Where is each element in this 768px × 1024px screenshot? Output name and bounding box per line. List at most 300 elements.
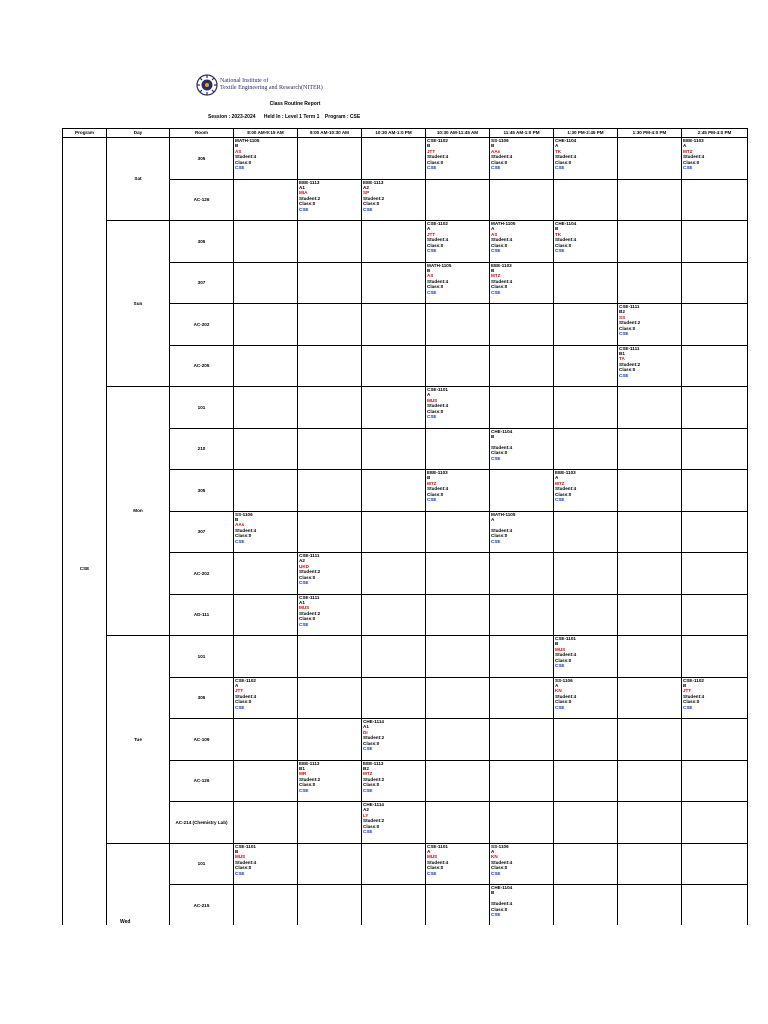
slot-cell <box>362 594 426 636</box>
slot-cell <box>298 387 362 429</box>
slot-cell <box>298 179 362 221</box>
slot-cell <box>426 470 490 512</box>
section-label: A <box>555 682 559 688</box>
slot-cell <box>234 636 298 678</box>
column-header: 10:30 AM-1:0 PM <box>362 129 426 138</box>
slot-cell <box>298 428 362 470</box>
slot-cell <box>234 511 298 553</box>
slot-cell <box>362 802 426 844</box>
teacher-initials: DI <box>363 729 368 735</box>
room-cell: 305 <box>170 677 234 719</box>
class-count: Class:0 <box>619 325 636 331</box>
slot-cell <box>490 262 554 304</box>
day-cell <box>107 843 170 926</box>
class-count: Class:0 <box>235 533 252 539</box>
student-count: Student:4 <box>491 859 513 865</box>
course-code: EEE-1113 <box>299 179 320 185</box>
class-count: Class:0 <box>491 242 508 248</box>
teacher-initials: JTT <box>235 688 244 694</box>
class-count: Class:0 <box>427 242 444 248</box>
teacher-initials: MR <box>299 771 307 777</box>
slot-cell <box>682 594 748 636</box>
class-entry <box>554 678 617 711</box>
slot-cell <box>554 594 618 636</box>
slot-cell <box>682 470 748 512</box>
room-cell: 305 <box>170 138 234 180</box>
class-entry <box>618 346 681 379</box>
session-line <box>208 114 360 120</box>
table-header-row <box>63 129 748 138</box>
student-count: Student:2 <box>363 818 385 824</box>
slot-cell <box>682 345 748 387</box>
class-count: Class:0 <box>491 284 508 290</box>
slot-cell <box>554 719 618 761</box>
slot-cell <box>618 511 682 553</box>
class-entry <box>426 221 489 254</box>
session-text: Session : 2023-2024 <box>208 114 256 120</box>
program-tag: CSE <box>491 912 501 918</box>
column-header: 2:45 PM-4:0 PM <box>682 129 748 138</box>
class-count: Class:0 <box>555 159 572 165</box>
section-label: A <box>427 848 431 854</box>
course-code: MATH-1105 <box>235 138 260 143</box>
slot-cell <box>426 677 490 719</box>
section-label: B <box>427 267 431 273</box>
slot-cell <box>426 138 490 180</box>
course-code: MATH-1105 <box>491 221 516 226</box>
section-label: A1 <box>299 599 305 605</box>
room-cell: AC-215 <box>170 885 234 927</box>
slot-cell <box>298 802 362 844</box>
program-tag: CSE <box>555 248 565 254</box>
course-code: CSE-1111 <box>619 304 640 309</box>
student-count: Student:2 <box>299 195 321 201</box>
student-count: Student:4 <box>555 693 577 699</box>
section-label: A <box>683 143 687 149</box>
class-entry <box>298 180 361 213</box>
section-label: B <box>555 226 559 232</box>
table-row <box>63 138 748 180</box>
course-code: EEE-1113 <box>299 760 320 766</box>
program-tag: CSE <box>427 497 437 503</box>
slot-cell <box>554 387 618 429</box>
program-tag: CSE <box>235 704 245 710</box>
section-label: A2 <box>299 558 305 564</box>
course-code: SS-1106 <box>491 843 509 849</box>
class-entry <box>362 719 425 752</box>
class-count: Class:0 <box>427 865 444 871</box>
class-count: Class:0 <box>427 284 444 290</box>
slot-cell <box>554 636 618 678</box>
teacher-initials: LY <box>363 812 369 818</box>
slot-cell <box>682 885 748 927</box>
course-code: CSE-1102 <box>683 677 704 683</box>
class-count: Class:0 <box>491 906 508 912</box>
slot-cell <box>298 885 362 927</box>
student-count: Student:4 <box>555 652 577 658</box>
column-header: 8:00 AM-10:30 AM <box>298 129 362 138</box>
slot-cell <box>426 885 490 927</box>
program-tag: CSE <box>555 663 565 669</box>
section-label: A <box>491 226 495 232</box>
slot-cell <box>298 511 362 553</box>
teacher-initials: AS <box>427 273 434 279</box>
room-cell: AC-109 <box>170 719 234 761</box>
teacher-initials: AAs <box>491 148 501 154</box>
slot-cell <box>490 304 554 346</box>
student-count: Student:4 <box>235 154 257 160</box>
column-header: Day <box>107 129 170 138</box>
section-label: B <box>235 143 239 149</box>
teacher-initials: MIA <box>299 190 308 196</box>
program-tag: CSE <box>363 206 373 212</box>
class-count: Class:0 <box>363 740 380 746</box>
section-label: A <box>555 143 559 149</box>
class-count: Class:0 <box>299 574 316 580</box>
table-row <box>63 387 748 429</box>
slot-cell <box>490 387 554 429</box>
slot-cell <box>682 511 748 553</box>
class-entry <box>298 761 361 794</box>
column-header: Program <box>63 129 107 138</box>
page-bottom-margin <box>0 925 768 1024</box>
section-label: A <box>235 682 239 688</box>
course-code: CSE-1111 <box>299 594 320 600</box>
slot-cell <box>298 719 362 761</box>
course-code: CHE-1114 <box>363 802 384 807</box>
course-code: CSE-1101 <box>555 636 576 641</box>
slot-cell <box>682 843 748 885</box>
day-cell: Tue <box>107 636 170 844</box>
slot-cell <box>362 387 426 429</box>
teacher-initials: MUS <box>427 397 438 403</box>
class-count: Class:0 <box>363 782 380 788</box>
slot-cell <box>554 511 618 553</box>
slot-cell <box>682 719 748 761</box>
student-count: Student:4 <box>235 693 257 699</box>
student-count: Student:4 <box>427 237 449 243</box>
slot-cell <box>554 677 618 719</box>
slot-cell <box>618 553 682 595</box>
logo-line-1: National Institute of <box>220 78 269 84</box>
student-count: Student:2 <box>299 569 321 575</box>
slot-cell <box>234 428 298 470</box>
class-entry <box>362 802 425 835</box>
student-count: Student:2 <box>619 361 641 367</box>
class-entry <box>490 429 553 462</box>
program-tag: CSE <box>683 704 693 710</box>
course-code: EEE-1113 <box>363 760 384 766</box>
program-tag: CSE <box>491 165 501 171</box>
course-code: SS-1106 <box>491 138 509 143</box>
class-entry <box>554 138 617 171</box>
student-count: Student:2 <box>619 320 641 326</box>
slot-cell <box>618 760 682 802</box>
section-label: A <box>555 475 559 481</box>
section-label: B <box>491 143 495 149</box>
slot-cell <box>298 304 362 346</box>
teacher-initials: MTZ <box>427 480 437 486</box>
student-count: Student:4 <box>235 859 257 865</box>
class-count: Class:0 <box>555 657 572 663</box>
program-tag: CSE <box>555 165 565 171</box>
student-count: Student:4 <box>491 278 513 284</box>
section-label: A2 <box>363 184 369 190</box>
slot-cell <box>426 345 490 387</box>
class-count: Class:0 <box>427 491 444 497</box>
program-tag: CSE <box>555 497 565 503</box>
room-cell: 101 <box>170 843 234 885</box>
student-count: Student:4 <box>235 527 257 533</box>
program-tag: CSE <box>619 372 629 378</box>
room-cell: AC-214 (Chemistry Lab) <box>170 802 234 844</box>
slot-cell <box>490 470 554 512</box>
slot-cell <box>426 428 490 470</box>
class-count: Class:0 <box>299 782 316 788</box>
slot-cell <box>426 179 490 221</box>
room-cell: 101 <box>170 636 234 678</box>
slot-cell <box>426 843 490 885</box>
course-code: CSE-1102 <box>235 677 256 683</box>
slot-cell <box>362 221 426 263</box>
class-entry <box>426 844 489 877</box>
slot-cell <box>554 470 618 512</box>
slot-cell <box>426 760 490 802</box>
student-count: Student:2 <box>299 610 321 616</box>
table-row <box>63 221 748 263</box>
course-code: CSE-1102 <box>427 221 448 226</box>
slot-cell <box>362 511 426 553</box>
room-cell: 101 <box>170 387 234 429</box>
slot-cell <box>554 843 618 885</box>
slot-cell <box>298 221 362 263</box>
slot-cell <box>490 179 554 221</box>
section-label: B <box>235 516 239 522</box>
class-count: Class:0 <box>491 533 508 539</box>
slot-cell <box>362 138 426 180</box>
day-cell: Sun <box>107 221 170 387</box>
program-tag: CSE <box>683 165 693 171</box>
slot-cell <box>490 594 554 636</box>
class-count: Class:0 <box>299 201 316 207</box>
teacher-initials: JTT <box>683 688 692 694</box>
held-in-text: Held In : Level 1 Term 1 <box>263 114 320 120</box>
class-entry <box>362 180 425 213</box>
slot-cell <box>298 262 362 304</box>
slot-cell <box>298 636 362 678</box>
student-count: Student:4 <box>427 403 449 409</box>
program-tag: CSE <box>299 621 309 627</box>
slot-cell <box>682 760 748 802</box>
slot-cell <box>362 843 426 885</box>
slot-cell <box>490 677 554 719</box>
student-count: Student:4 <box>427 486 449 492</box>
table-row <box>63 636 748 678</box>
slot-cell <box>426 511 490 553</box>
teacher-initials: JTT <box>427 148 436 154</box>
program-tag: CSE <box>363 746 373 752</box>
column-header: 8:00 AM-9:15 AM <box>234 129 298 138</box>
course-code: MATH-1105 <box>427 262 452 268</box>
slot-cell <box>426 387 490 429</box>
course-code: EEE-1103 <box>555 470 576 475</box>
slot-cell <box>234 843 298 885</box>
slot-cell <box>682 677 748 719</box>
slot-cell <box>298 553 362 595</box>
program-tag: CSE <box>299 787 309 793</box>
slot-cell <box>618 843 682 885</box>
teacher-initials: AS <box>235 148 242 154</box>
slot-cell <box>682 304 748 346</box>
institute-emblem-icon <box>196 74 218 96</box>
class-count: Class:0 <box>235 865 252 871</box>
course-code: SS-1106 <box>555 677 573 683</box>
class-entry <box>298 553 361 586</box>
slot-cell <box>234 138 298 180</box>
class-count: Class:0 <box>555 242 572 248</box>
teacher-initials: MUS <box>555 646 566 652</box>
course-code: EEE-1103 <box>491 262 512 268</box>
slot-cell <box>234 594 298 636</box>
student-count: Student:2 <box>363 195 385 201</box>
class-entry <box>234 512 297 545</box>
class-count: Class:0 <box>683 699 700 705</box>
section-label: B1 <box>619 350 625 356</box>
slot-cell <box>490 345 554 387</box>
section-label: A2 <box>363 807 369 813</box>
class-entry <box>618 304 681 337</box>
class-count: Class:0 <box>235 699 252 705</box>
program-tag: CSE <box>427 165 437 171</box>
room-cell: AC-126 <box>170 179 234 221</box>
course-code: EEE-1103 <box>683 138 704 143</box>
student-count: Student:4 <box>491 237 513 243</box>
slot-cell <box>426 304 490 346</box>
slot-cell <box>618 719 682 761</box>
slot-cell <box>362 719 426 761</box>
class-entry <box>234 844 297 877</box>
section-label: A <box>491 516 495 522</box>
column-header: 11:45 AM-1:0 PM <box>490 129 554 138</box>
slot-cell <box>234 179 298 221</box>
teacher-initials: SS <box>619 314 626 320</box>
program-tag: CSE <box>491 248 501 254</box>
slot-cell <box>490 511 554 553</box>
slot-cell <box>298 677 362 719</box>
slot-cell <box>362 262 426 304</box>
class-count: Class:0 <box>491 450 508 456</box>
course-code: CSE-1101 <box>427 843 448 849</box>
program-cell: CSE <box>63 138 107 927</box>
section-label: A1 <box>363 724 369 730</box>
teacher-initials: AAs <box>235 522 245 528</box>
class-count: Class:0 <box>363 201 380 207</box>
teacher-initials: MTZ <box>363 771 373 777</box>
course-code: EEE-1103 <box>427 470 448 475</box>
class-entry <box>298 595 361 628</box>
slot-cell <box>234 885 298 927</box>
student-count: Student:4 <box>427 859 449 865</box>
slot-cell <box>682 138 748 180</box>
slot-cell <box>362 345 426 387</box>
slot-cell <box>490 885 554 927</box>
course-code: CSE-1111 <box>619 345 640 351</box>
section-label: B <box>427 143 431 149</box>
column-header: 1:30 PM-2:45 PM <box>554 129 618 138</box>
slot-cell <box>618 221 682 263</box>
class-entry <box>554 221 617 254</box>
slot-cell <box>490 636 554 678</box>
course-code: CHE-1104 <box>491 428 513 434</box>
class-entry <box>426 387 489 420</box>
program-tag: CSE <box>235 538 245 544</box>
slot-cell <box>234 802 298 844</box>
student-count: Student:4 <box>427 278 449 284</box>
course-code: SS-1106 <box>235 511 253 517</box>
slot-cell <box>234 387 298 429</box>
slot-cell <box>618 262 682 304</box>
class-entry <box>234 678 297 711</box>
slot-cell <box>682 636 748 678</box>
class-count: Class:0 <box>619 367 636 373</box>
slot-cell <box>234 677 298 719</box>
class-entry <box>490 263 553 296</box>
section-label: B <box>491 890 495 896</box>
slot-cell <box>234 470 298 512</box>
slot-cell <box>682 428 748 470</box>
program-tag: CSE <box>427 414 437 420</box>
program-tag: CSE <box>427 289 437 295</box>
section-label: B <box>491 433 495 439</box>
program-tag: CSE <box>235 870 245 876</box>
program-tag: CSE <box>427 248 437 254</box>
teacher-initials: MUS <box>427 854 438 860</box>
class-entry <box>426 470 489 503</box>
slot-cell <box>618 345 682 387</box>
program-tag: CSE <box>427 870 437 876</box>
slot-cell <box>362 760 426 802</box>
slot-cell <box>362 636 426 678</box>
class-entry <box>362 761 425 794</box>
slot-cell <box>618 636 682 678</box>
teacher-initials: TA <box>619 356 625 362</box>
slot-cell <box>618 428 682 470</box>
room-cell: 210 <box>170 428 234 470</box>
teacher-initials: SP <box>363 190 370 196</box>
slot-cell <box>234 221 298 263</box>
slot-cell <box>682 553 748 595</box>
class-entry <box>682 138 747 171</box>
slot-cell <box>362 428 426 470</box>
slot-cell <box>618 470 682 512</box>
slot-cell <box>554 553 618 595</box>
day-cell: Mon <box>107 387 170 636</box>
class-entry <box>426 138 489 171</box>
slot-cell <box>234 262 298 304</box>
teacher-initials: MUS <box>299 605 310 611</box>
slot-cell <box>618 885 682 927</box>
slot-cell <box>490 843 554 885</box>
slot-cell <box>490 760 554 802</box>
section-label: B1 <box>299 765 305 771</box>
section-label: A <box>491 848 495 854</box>
slot-cell <box>618 304 682 346</box>
slot-cell <box>234 719 298 761</box>
slot-cell <box>554 221 618 263</box>
institute-logo <box>196 72 366 98</box>
section-label: B <box>555 641 559 647</box>
report-title: Class Routine Report <box>269 101 321 107</box>
